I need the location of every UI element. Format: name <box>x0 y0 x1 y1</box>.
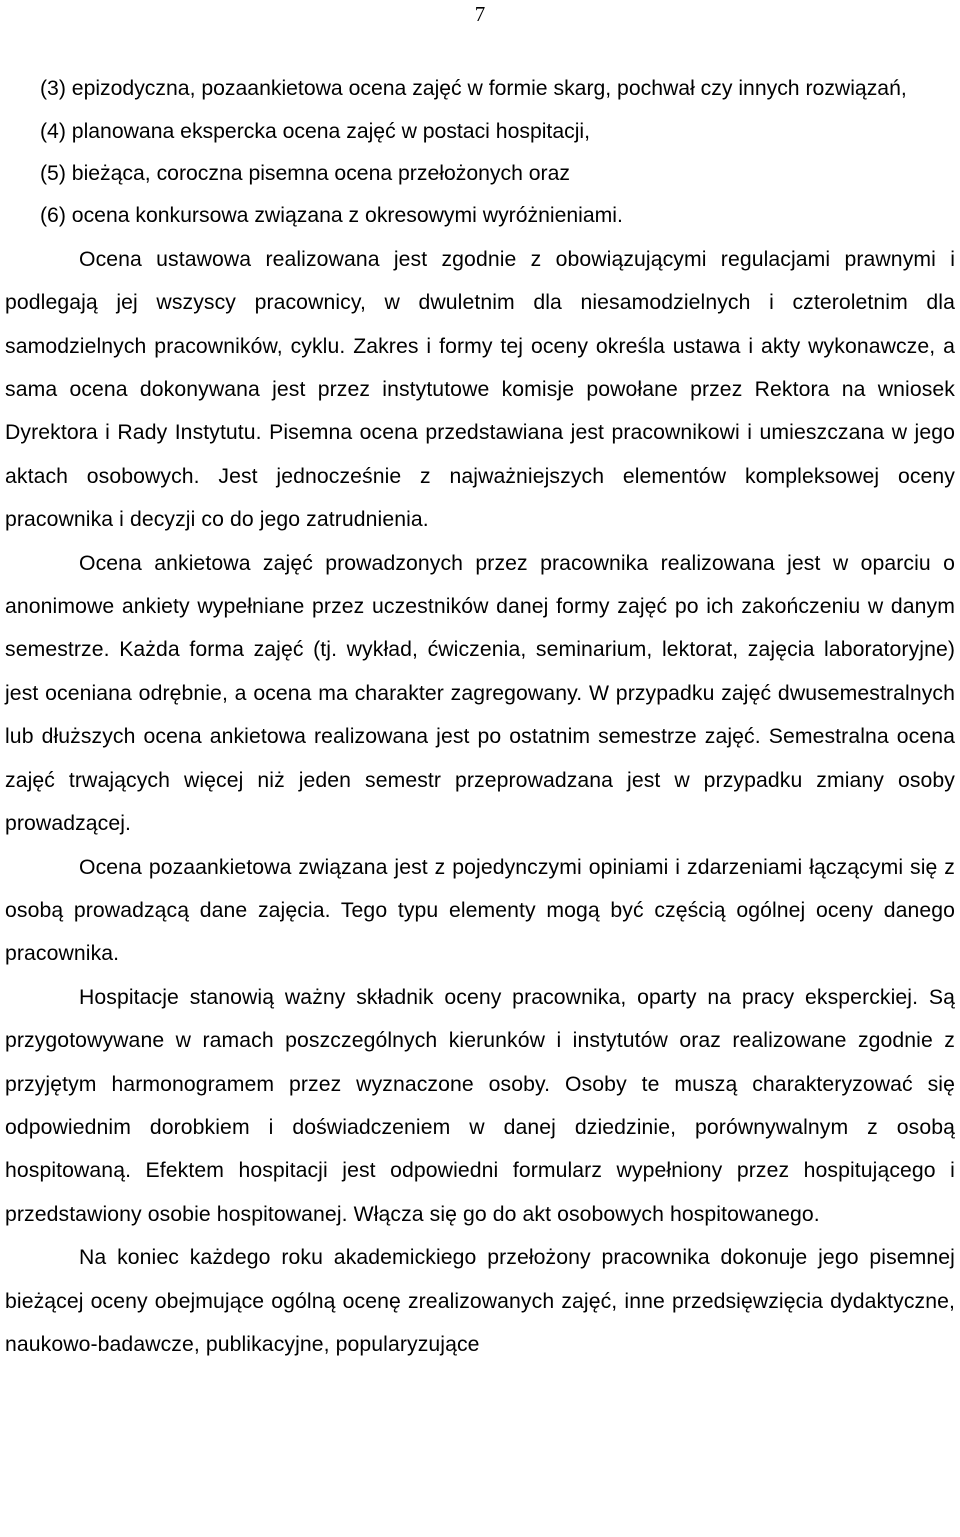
paragraph-hospitacje: Hospitacje stanowią ważny składnik oceny pracownika, oparty na pracy eksperckiej. Są przygotowywane w ramach poszczególnych kierunków i instytutów oraz realizowane zgodnie z przyjętym harmonogramem przez wyznaczone osoby. Osoby te muszą charakteryzować się odpowiednim dorobkiem i doświadczeniem w danej dziedzinie, porównywalnym z osobą hospitowaną. Efektem hospitacji jest odpowiedni formularz wypełniony przez hospitującego i przedstawiony osobie hospitowanej. Włącza się go do akt osobowych hospitowanego. <box>5 985 955 1226</box>
assessment-forms-list <box>5 67 955 238</box>
list-item: (4) planowana ekspercka ocena zajęć w postaci hospitacji, <box>40 120 590 144</box>
page-number: 7 <box>474 2 486 26</box>
list-item: (3) epizodyczna, pozaankietowa ocena zajęć w formie skarg, pochwał czy innych rozwiązań, <box>40 77 907 100</box>
paragraph-ocena-biezaca: Na koniec każdego roku akademickiego przełożony pracownika dokonuje jego pisemnej bieżącej oceny obejmujące ogólną ocenę zrealizowanych zajęć, inne przedsięwzięcia dydaktyczne, naukowo-badawcze, publikacyjne, popularyzujące <box>5 1246 955 1356</box>
paragraph-ocena-ustawowa: Ocena ustawowa realizowana jest zgodnie z obowiązującymi regulacjami prawnymi i podlegają jej wszyscy pracownicy, w dwuletnim dla niesamodzielnych i czteroletnim dla samodzielnych pracowników, cyklu. Zakres i formy tej oceny określa ustawa i akty wykonawcze, a sama ocena dokonywana jest przez instytutowe komisje powołane przez Rektora na wniosek Dyrektora i Rady Instytutu. Pisemna ocena przedstawiana jest pracownikowi i umieszczana w jego aktach osobowych. Jest jednocześnie z najważniejszych elementów kompleksowej oceny pracownika i decyzji co do jego zatrudnienia. <box>5 247 955 532</box>
paragraph-ocena-ankietowa: Ocena ankietowa zajęć prowadzonych przez pracownika realizowana jest w oparciu o anonimowe ankiety wypełniane przez uczestników danej formy zajęć po ich zakończeniu w danym semestrze. Każda forma zajęć (tj. wykład, ćwiczenia, seminarium, lektorat, zajęcia laboratoryjne) jest oceniana odrębnie, a ocena ma charakter zagregowany. W przypadku zajęć dwusemestralnych lub dłuższych ocena ankietowa realizowana jest po ostatnim semestrze zajęć. Semestralna ocena zajęć trwających więcej niż jeden semestr przeprowadzana jest w przypadku zmiany osoby prowadzącej. <box>5 551 955 836</box>
document-body <box>5 67 955 1366</box>
list-item: (5) bieżąca, coroczna pisemna ocena przełożonych oraz <box>40 161 570 185</box>
list-item: (6) ocena konkursowa związana z okresowymi wyróżnieniami. <box>40 204 623 228</box>
paragraph-ocena-pozaankietowa: Ocena pozaankietowa związana jest z pojedynczymi opiniami i zdarzeniami łączącymi się z osobą prowadzącą dane zajęcia. Tego typu elementy mogą być częścią ogólnej oceny danego pracownika. <box>5 855 955 966</box>
